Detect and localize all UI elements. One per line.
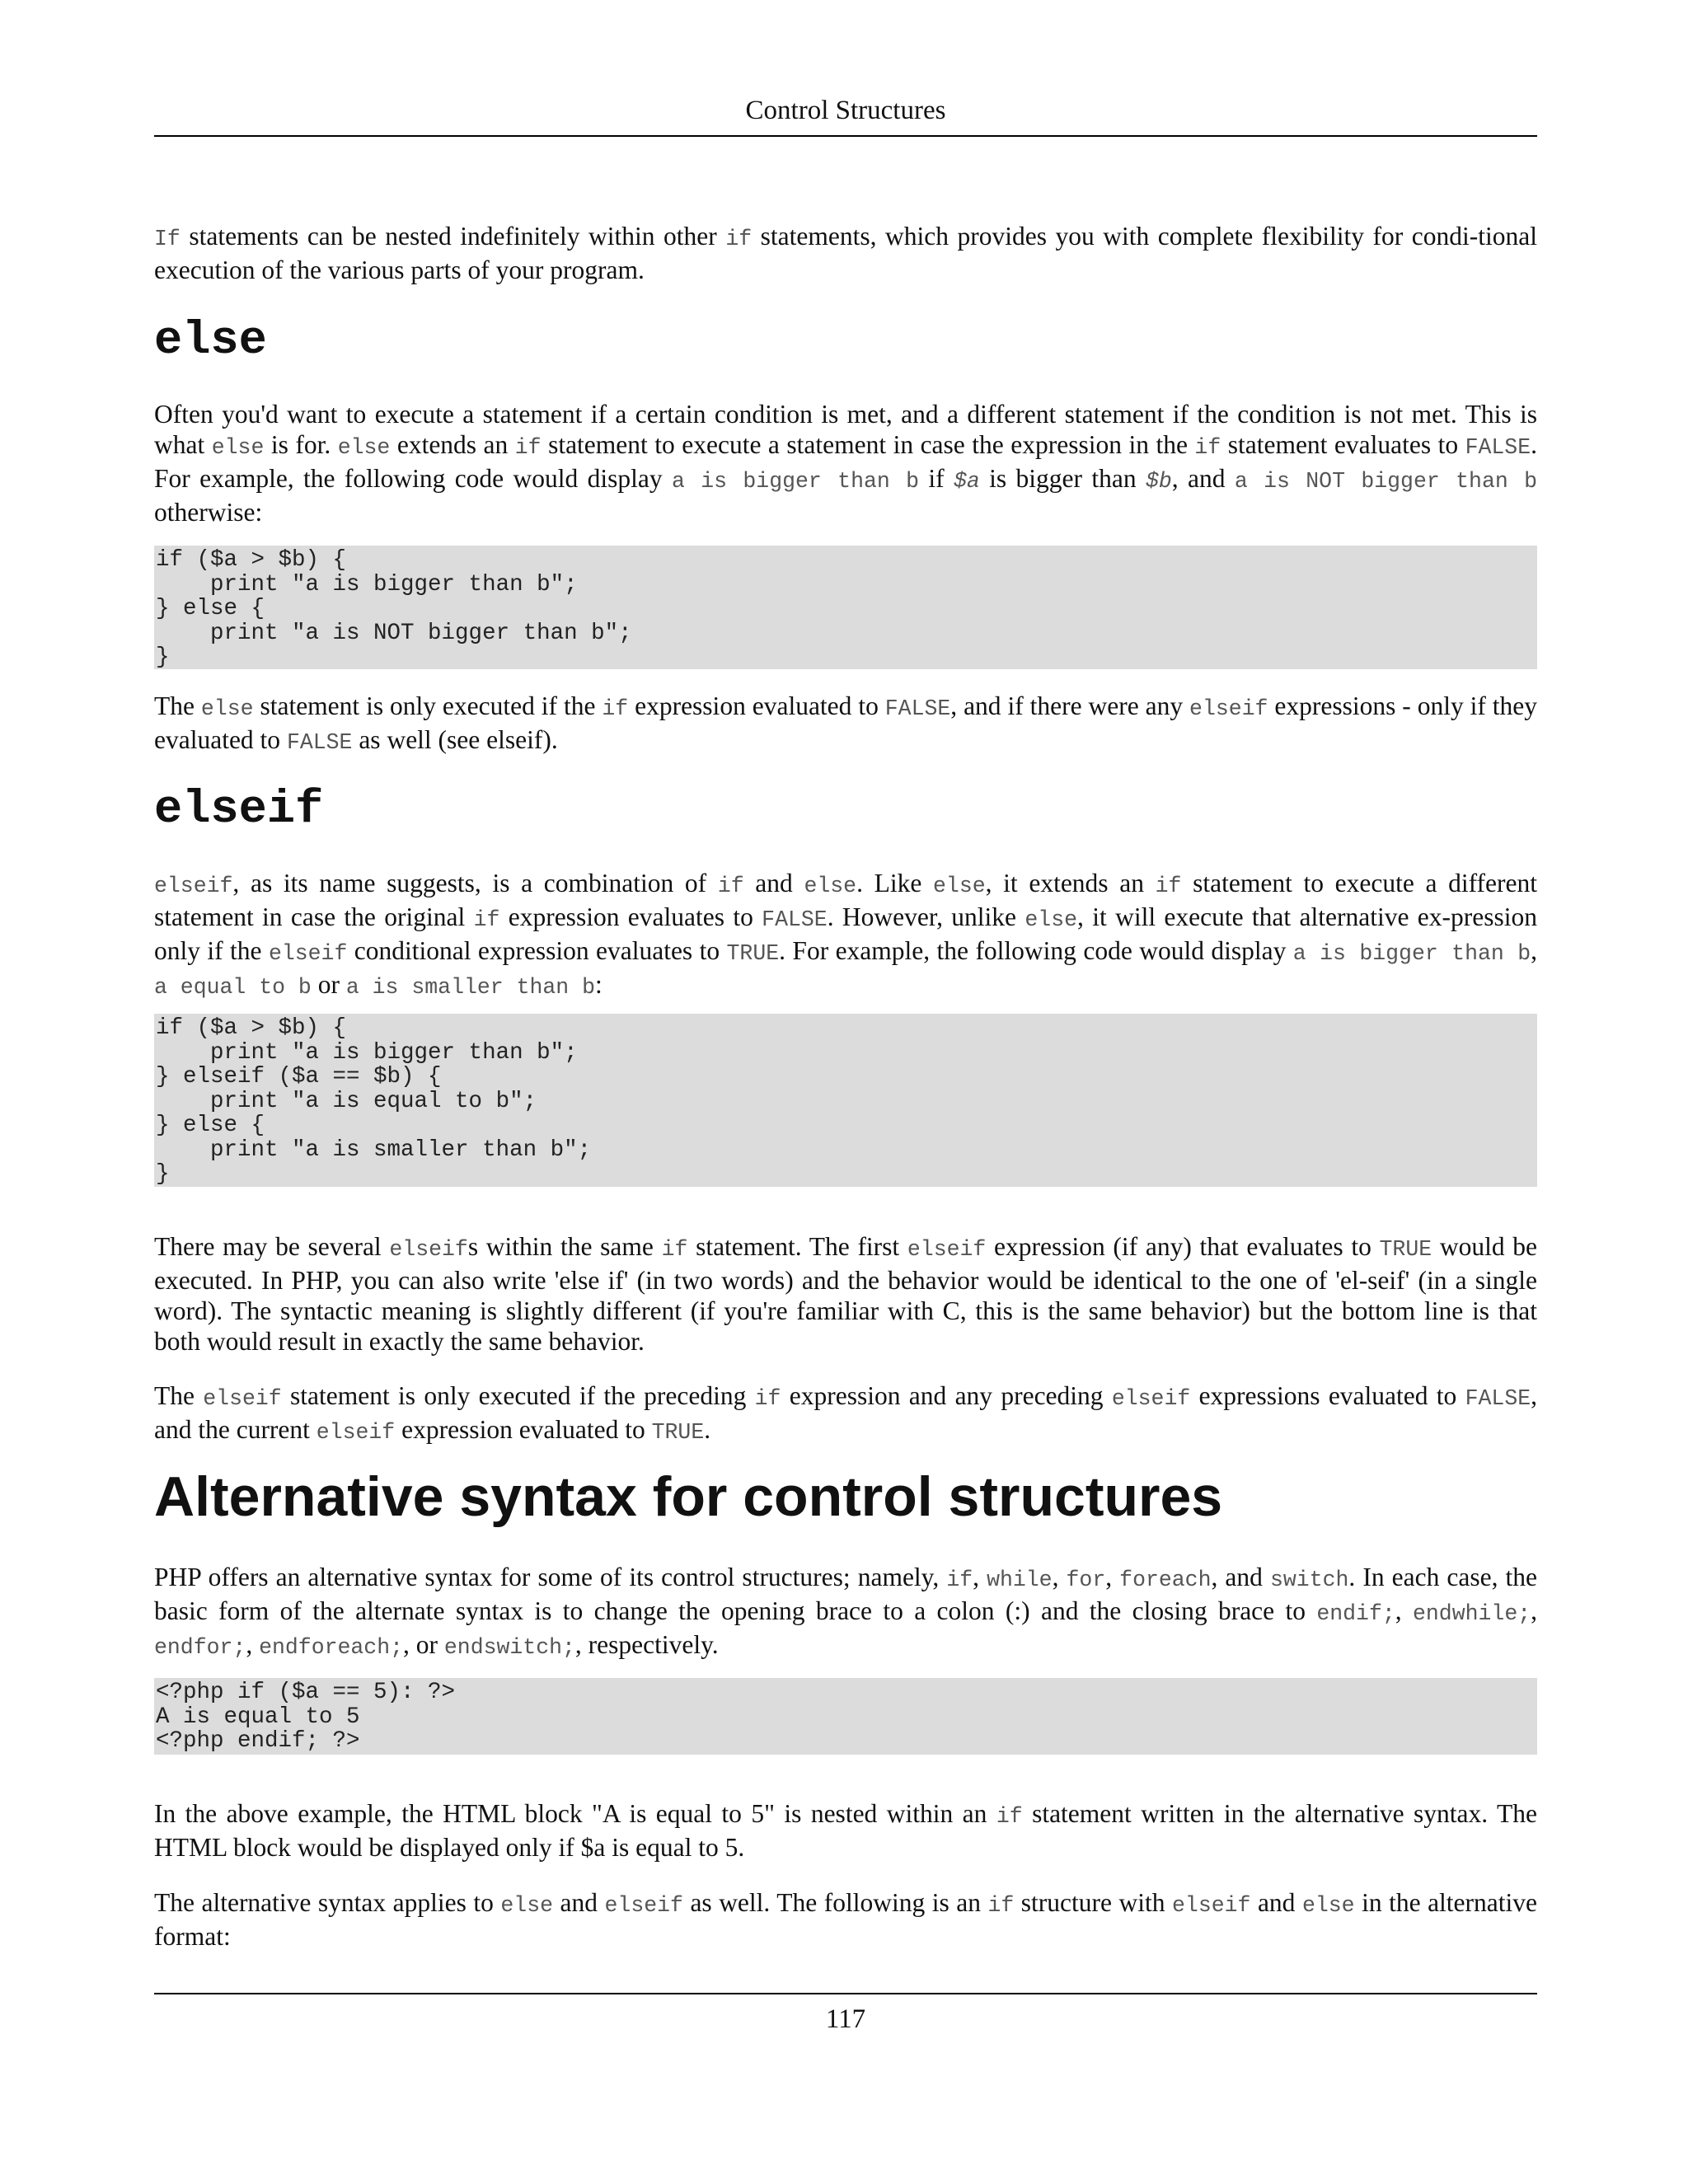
code-term: FALSE [1465,435,1531,460]
code-term: else [211,435,265,460]
code-term: endfor; [154,1635,246,1660]
code-block-elseif: if ($a > $b) { print "a is bigger than b"; } elseif ($a == $b) { print "a is equal to b"; } else { print "a is smaller than b"; } [154,1014,1537,1187]
code-term: FALSE [1465,1386,1531,1411]
intro-paragraph: If statements can be nested indefinitely within other if statements, which provides you with complete flexibility for condi-tional execution of the various parts of your program. [154,222,1537,284]
code-term: a is NOT bigger than b [1234,469,1538,494]
else-paragraph-2: The else statement is only executed if the if expression evaluated to FALSE, and if there were any elseif expressions - only if they evaluated to FALSE as well (see elseif). [154,691,1538,755]
alt-paragraph-2: In the above example, the HTML block "A is equal to 5" is nested within an if statement written in the alternative syntax. The HTML block would be displayed only if $a is equal to 5. [154,1799,1538,1862]
alt-paragraph-3: The alternative syntax applies to else and elseif as well. The following is an if structure with elseif and else in the alternative format: [154,1888,1537,1951]
code-term: endwhile; [1413,1601,1531,1626]
page-number: 117 [825,2004,866,2034]
code-term: if [661,1237,688,1262]
code-term: if [725,227,753,251]
code-term: if [514,435,542,460]
code-term: FALSE [762,907,828,932]
code-term: if [996,1804,1023,1829]
code-term: if [1194,435,1221,460]
code-term: else [1301,1893,1355,1918]
code-term: endswitch; [443,1635,575,1660]
elseif-paragraph-2: There may be several elseifs within the same if statement. The first elseif expression (if any) that evaluates to TRUE would be executed. In PHP, you can also write 'else if' (in two words) and the behavior would be identical to the one of 'el-seif' (in a single word). The syntactic meaning is slightly different (if you're familiar with C, this is the same behavior) but the bottom line is that both would result in exactly the same behavior. [154,1232,1538,1356]
code-term: if [946,1568,973,1592]
code-term: for [1066,1568,1106,1592]
else-paragraph-1: Often you'd want to execute a statement if a certain condition is met, and a different statement if the condition is not met. This is what else is for. else extends an if statement to execute a statement in case the expression in the if statement evaluates to FALSE. For example, the following code would display a is bigger than b if $a is bigger than $b, and a is NOT bigger than b otherwise: [154,400,1538,527]
code-term: TRUE [651,1420,705,1445]
code-term: else [500,1893,554,1918]
code-term: if [717,874,744,898]
alt-paragraph-1: PHP offers an alternative syntax for some of its control structures; namely, if, while, for, foreach, and switch. In each case, the basic form of the alternate syntax is to change the opening brace to a colon (:) and the closing brace to endif;, endwhile;, endfor;, endforeach;, or endswitch;, respectively. [154,1563,1538,1660]
code-term: elseif [203,1386,282,1411]
code-term: foreach [1119,1568,1212,1592]
code-term: if [473,907,500,932]
code-block-else: if ($a > $b) { print "a is bigger than b"; } else { print "a is NOT bigger than b"; } [154,546,1537,669]
variable-term: $a [954,469,980,494]
code-term: elseif [1111,1386,1191,1411]
footer-rule [154,1993,1537,1994]
code-term: a is bigger than b [1292,941,1531,966]
elseif-paragraph-3: The elseif statement is only executed if the preceding if expression and any preceding elseif expressions evaluated to FALSE, and the current elseif expression evaluated to TRUE. [154,1381,1537,1445]
code-term: FALSE [286,730,353,755]
code-term: if [602,696,629,721]
elseif-paragraph-1: elseif, as its name suggests, is a combination of if and else. Like else, it extends an if statement to execute a different statement in case the original if expression evaluates to FALSE. However, unlike else, it will execute that alternative ex-pression only if the elseif conditional expression evaluates to TRUE. For example, the following code would display a is bigger than b, a equal to b or a is smaller than b: [154,869,1538,1000]
code-term: If [154,227,181,251]
code-term: elseif [154,874,233,898]
code-term: a is bigger than b [671,469,920,494]
code-term: if [754,1386,781,1411]
code-term: else [337,435,391,460]
code-term: a equal to b [154,975,312,1000]
running-header: Control Structures [745,96,946,125]
variable-term: $b [1145,469,1172,494]
code-term: elseif [316,1420,396,1445]
code-term: elseif [1172,1893,1251,1918]
code-term: elseif [389,1237,468,1262]
code-term: if [987,1893,1015,1918]
code-term: elseif [1189,696,1268,721]
code-term: endif; [1316,1601,1395,1626]
code-term: TRUE [1379,1237,1432,1262]
code-term: elseif [604,1893,683,1918]
code-term: elseif [907,1237,987,1262]
code-term: while [987,1568,1053,1592]
code-block-alternative-syntax: <?php if ($a == 5): ?> A is equal to 5 <?php endif; ?> [154,1678,1537,1755]
code-term: else [200,696,254,721]
section-heading-elseif: elseif [154,784,324,837]
document-page [154,0,1537,2184]
section-heading-else: else [154,315,267,368]
code-term: else [804,874,857,898]
header-rule [154,135,1537,137]
code-term: elseif [268,941,348,966]
code-term: switch [1269,1568,1349,1592]
code-term: else [1025,907,1078,932]
code-term: FALSE [884,696,951,721]
code-term: a is smaller than b [345,975,595,1000]
code-term: TRUE [726,941,780,966]
code-term: endforeach; [259,1635,404,1660]
section-heading-alternative-syntax: Alternative syntax for control structures [154,1465,1223,1528]
code-term: else [933,874,986,898]
code-term: if [1155,874,1182,898]
